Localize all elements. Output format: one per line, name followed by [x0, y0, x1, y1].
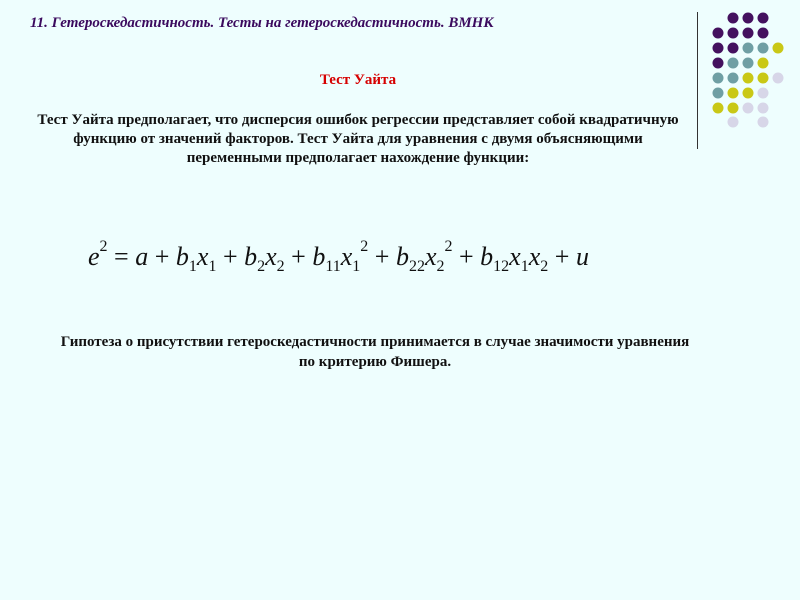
decor-dot: [728, 73, 739, 84]
decor-dot: [728, 43, 739, 54]
decor-dot: [713, 88, 724, 99]
slide-title: 11. Гетероскедастичность. Тесты на гетероскедастичность. ВМНК: [30, 15, 494, 31]
decor-dot: [758, 43, 769, 54]
decor-dot: [758, 103, 769, 114]
decor-dot: [743, 58, 754, 69]
decor-dot: [713, 43, 724, 54]
decor-dot: [743, 73, 754, 84]
decor-dot: [728, 103, 739, 114]
decor-dot: [758, 88, 769, 99]
decor-dot: [758, 117, 769, 128]
decor-dot: [743, 103, 754, 114]
white-test-formula: $e^2 = a + b_1x_1 + b_2x_2 + b_{11}x_1^2 + b_{22}x_2^2 + b_{12}x_1x_2 + u$: [88, 238, 589, 275]
decor-dot: [743, 88, 754, 99]
decor-dot: [758, 28, 769, 39]
decor-dot: [728, 117, 739, 128]
decor-dot: [713, 58, 724, 69]
decor-dot: [758, 13, 769, 24]
decor-dot: [728, 13, 739, 24]
decor-dot: [728, 58, 739, 69]
decor-dot: [743, 28, 754, 39]
decor-dot: [773, 73, 784, 84]
hypothesis-text: Гипотеза о присутствии гетероскедастичности принимается в случае значимости уравнения по критерию Фишера.: [60, 334, 690, 370]
decor-dot: [743, 13, 754, 24]
decor-dot: [758, 73, 769, 84]
decor-dot: [758, 58, 769, 69]
decor-dot: [743, 43, 754, 54]
decor-dot: [728, 88, 739, 99]
decor-dot: [728, 28, 739, 39]
decor-dot: [713, 103, 724, 114]
description-paragraph: Тест Уайта предполагает, что дисперсия ошибок регрессии представляет собой квадратичную функцию от значений факторов. Тест Уайта для уравнения с двумя объясняющими переменными предполагает нахождение функции:: [37, 112, 679, 166]
section-subtitle: Тест Уайта: [319, 72, 397, 88]
decor-dot: [773, 43, 784, 54]
decor-dot: [713, 28, 724, 39]
